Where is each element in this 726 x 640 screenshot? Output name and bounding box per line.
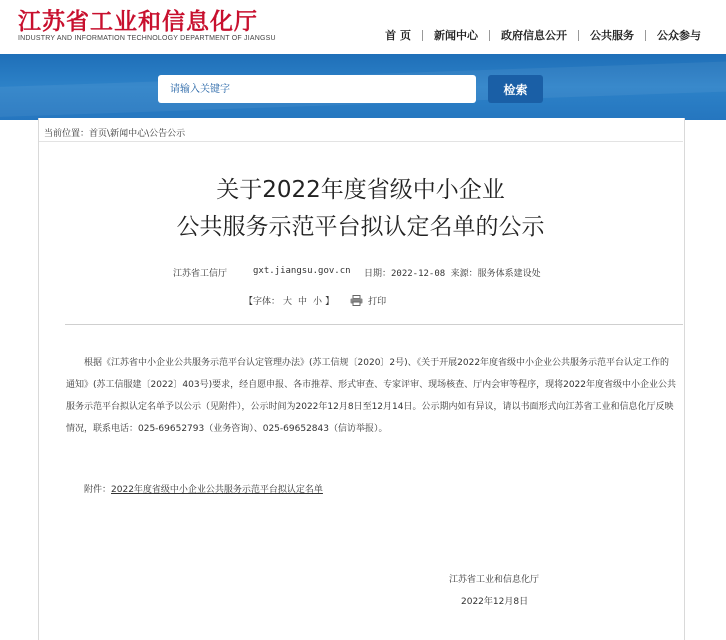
- breadcrumb-separator: \: [146, 129, 150, 139]
- article-signature: 江苏省工业和信息化厅: [449, 575, 540, 585]
- print-button[interactable]: [350, 294, 386, 307]
- attachment-link[interactable]: 2022年度省级中小企业公共服务示范平台拟认定名单: [111, 485, 323, 495]
- article-title: [38, 172, 683, 246]
- site-logo-subtitle: INDUSTRY AND INFORMATION TECHNOLOGY DEPARTMENT OF JIANGSU: [18, 35, 276, 42]
- article-paragraph: 根据《江苏省中小企业公共服务示范平台认定管理办法》(苏工信规〔2020〕2号)、《关于开展2022年度省级中小企业公共服务示范平台认定工作的通知》(苏工信服建〔2022〕403号)要求，经自愿申报、各市推荐、形式审查、专家评审、现场核查、厅内会审等程序，现将2022年度省级中小企业公共服务示范平台拟认定名单予以公示（见附件），公示时间为2022年12月8日至12月14日。公示期内如有异议，请以书面形式向江苏省工业和信息化厅反映情况，联系电话：025-69652793（业务咨询）、025-69652843（信访举报）。: [66, 358, 677, 434]
- font-size-end: 】: [325, 297, 335, 307]
- nav-item-public-service[interactable]: 公共服务: [590, 29, 634, 42]
- breadcrumb-prefix: 当前位置：: [44, 129, 90, 139]
- main-nav: [374, 27, 712, 43]
- article-title-line: 公共服务示范平台拟认定名单的公示: [176, 214, 545, 240]
- search-button[interactable]: 检索: [488, 75, 543, 103]
- nav-item-news[interactable]: 新闻中心: [434, 29, 478, 42]
- attachment-label: 附件：: [84, 485, 112, 495]
- article-site: gxt.jiangsu.gov.cn: [253, 266, 351, 276]
- article-date-source: 日期：2022-12-08 来源：服务体系建设处: [364, 269, 541, 279]
- article-sign-date: 2022年12月8日: [461, 597, 529, 607]
- nav-item-gov-info[interactable]: 政府信息公开: [501, 29, 567, 42]
- font-size-large[interactable]: 大: [283, 297, 293, 307]
- breadcrumb: [44, 126, 185, 139]
- nav-item-participation[interactable]: 公众参与: [657, 29, 701, 42]
- site-header: [0, 0, 726, 54]
- site-logo[interactable]: 江苏省工业和信息化厅: [18, 9, 258, 35]
- printer-icon: [350, 295, 363, 306]
- breadcrumb-notices[interactable]: 公告公示: [149, 129, 186, 139]
- article-body: [66, 352, 676, 440]
- font-size-label: 【字体：: [244, 297, 281, 307]
- article-title-line: 关于2022年度省级中小企业: [216, 177, 505, 203]
- breadcrumb-separator: \: [107, 129, 111, 139]
- attachment: [66, 482, 323, 495]
- breadcrumb-home[interactable]: 首页: [89, 129, 108, 139]
- breadcrumb-news[interactable]: 新闻中心: [110, 129, 147, 139]
- nav-item-home[interactable]: 首 页: [385, 29, 411, 42]
- article-tools: [244, 294, 386, 307]
- search-input[interactable]: [158, 75, 476, 103]
- article-publisher: 江苏省工信厅: [173, 269, 228, 279]
- search-banner: [0, 54, 726, 120]
- font-size-medium[interactable]: 中: [298, 297, 308, 307]
- print-label: 打印: [368, 297, 387, 307]
- article-divider: [65, 324, 683, 325]
- font-size-small[interactable]: 小: [313, 297, 323, 307]
- breadcrumb-divider: [39, 141, 683, 142]
